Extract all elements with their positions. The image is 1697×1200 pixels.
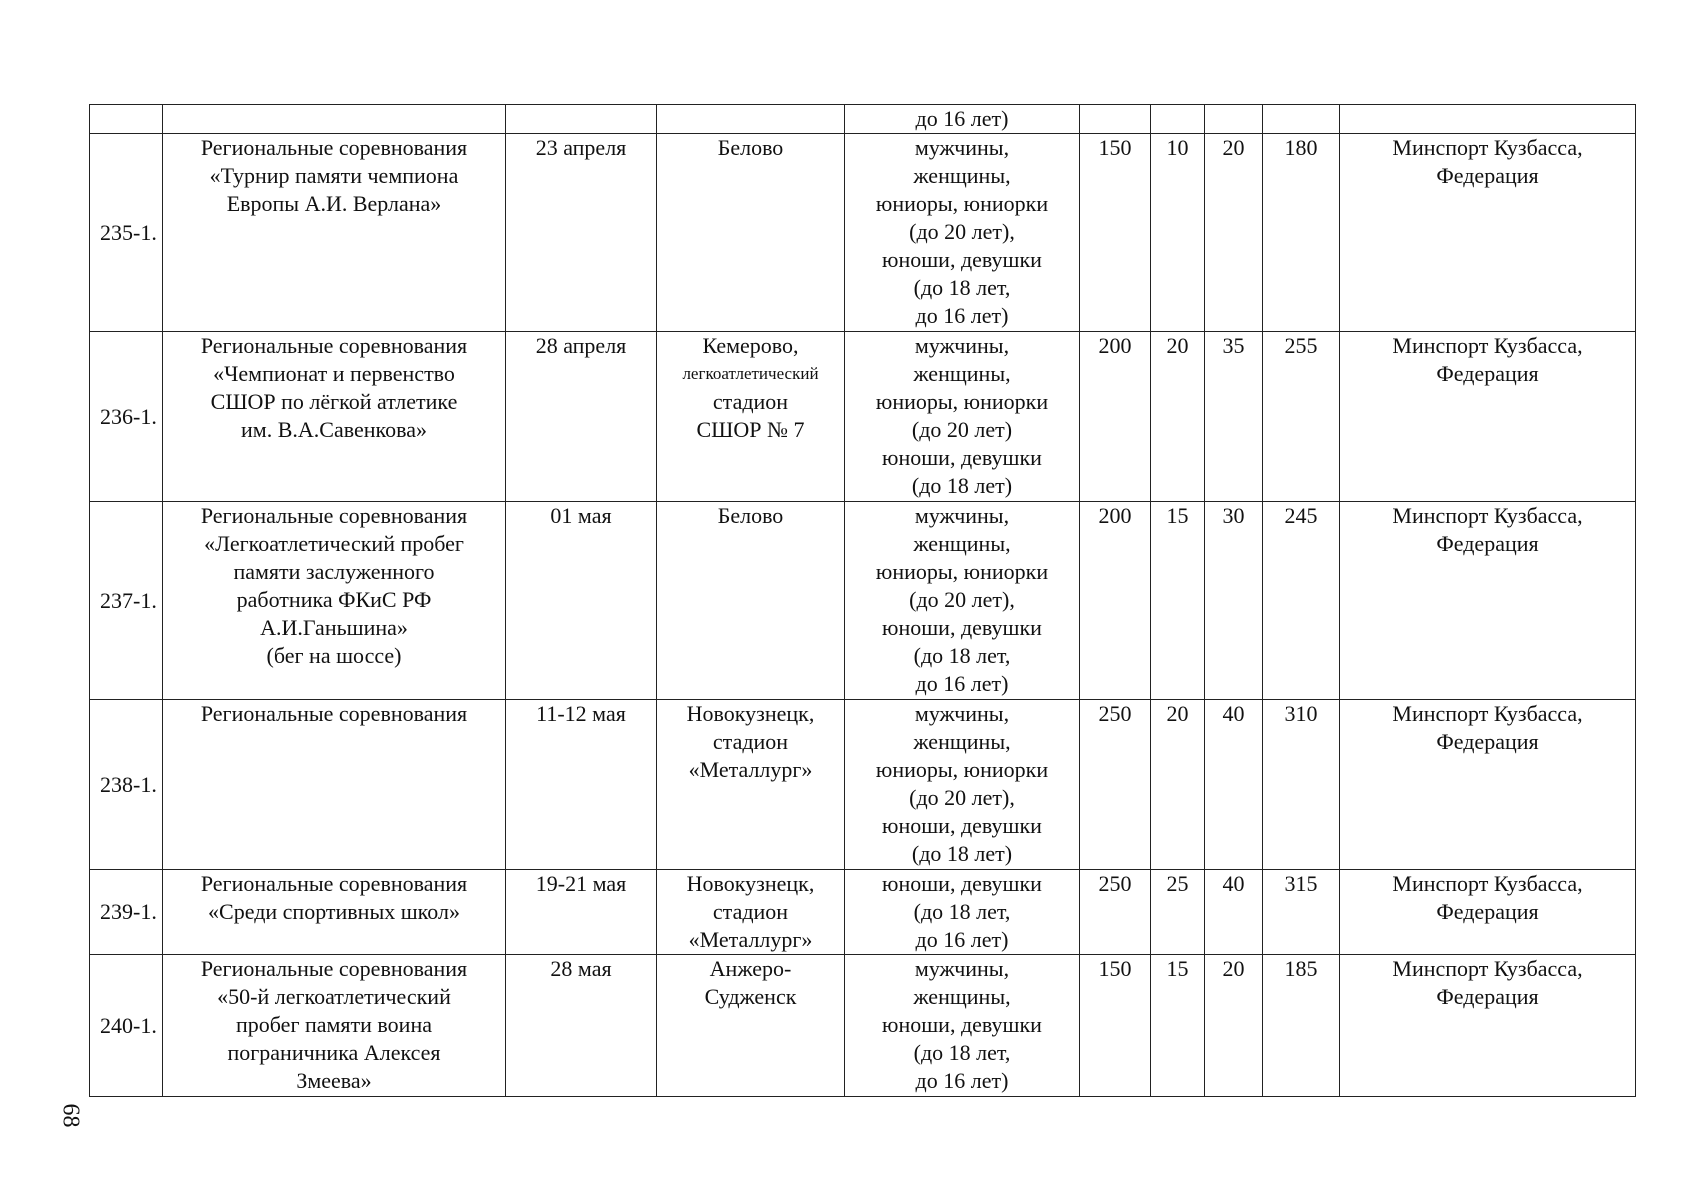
organizer-cell xyxy=(1340,502,1636,700)
event-line: пробег памяти воина xyxy=(236,1012,432,1037)
count-value: 15 xyxy=(1166,956,1189,981)
total-cell xyxy=(1263,134,1340,332)
count-cell-c1 xyxy=(1080,870,1151,955)
participants-line: (до 20 лет), xyxy=(909,219,1015,244)
event-cell xyxy=(163,332,506,502)
count-cell-c1 xyxy=(1080,134,1151,332)
participants-line: юноши, девушки xyxy=(882,871,1042,896)
count-value: 200 xyxy=(1098,503,1132,528)
participants-line: (до 18 лет, xyxy=(913,1040,1011,1065)
organizer-cell xyxy=(1340,870,1636,955)
participants-line: (до 18 лет) xyxy=(911,473,1013,498)
table-row xyxy=(90,332,1636,502)
event-date: 11-12 мая xyxy=(536,701,626,726)
organizer-line: Федерация xyxy=(1436,729,1539,754)
organizer-line: Федерация xyxy=(1436,163,1539,188)
organizer-line: Минспорт Кузбасса, xyxy=(1392,871,1583,896)
place-line: стадион xyxy=(712,729,789,754)
count-value: 40 xyxy=(1222,701,1245,726)
organizer-line: Минспорт Кузбасса, xyxy=(1392,956,1583,981)
event-cell xyxy=(163,105,506,134)
place-cell xyxy=(657,134,845,332)
participants-line: женщины, xyxy=(913,984,1011,1009)
event-line: «Чемпионат и первенство xyxy=(213,361,455,386)
total-cell xyxy=(1263,332,1340,502)
participants-line: (до 18 лет, xyxy=(913,643,1011,668)
table-row xyxy=(90,870,1636,955)
event-line: Региональные соревнования xyxy=(200,956,468,981)
organizer-line: Федерация xyxy=(1436,984,1539,1009)
event-cell xyxy=(163,134,506,332)
row-number: 236-1. xyxy=(100,403,157,429)
participants-cell xyxy=(845,955,1080,1097)
row-number-cell xyxy=(90,870,163,955)
count-cell-c1 xyxy=(1080,955,1151,1097)
place-cell xyxy=(657,105,845,134)
table-row xyxy=(90,502,1636,700)
place-cell xyxy=(657,332,845,502)
place-line: «Металлург» xyxy=(688,927,813,952)
event-line: Региональные соревнования xyxy=(200,503,468,528)
count-cell-c2 xyxy=(1151,870,1205,955)
place-line: Новокузнецк, xyxy=(686,871,815,896)
participants-line: (до 20 лет) xyxy=(911,417,1013,442)
date-cell xyxy=(506,870,657,955)
participants-cell xyxy=(845,700,1080,870)
organizer-line: Минспорт Кузбасса, xyxy=(1392,333,1583,358)
place-line: Белово xyxy=(717,503,784,528)
participants-line: до 16 лет) xyxy=(915,927,1009,952)
event-line: Змеева» xyxy=(296,1068,372,1093)
organizer-cell xyxy=(1340,105,1636,134)
participants-line: юноши, девушки xyxy=(882,615,1042,640)
total-value: 315 xyxy=(1284,871,1318,896)
date-cell xyxy=(506,134,657,332)
count-cell-c3 xyxy=(1205,502,1263,700)
place-line: «Металлург» xyxy=(688,757,813,782)
participants-line: мужчины, xyxy=(914,701,1010,726)
organizer-line: Минспорт Кузбасса, xyxy=(1392,503,1583,528)
total-value: 255 xyxy=(1284,333,1318,358)
count-value: 250 xyxy=(1098,701,1132,726)
place-line: Анжеро- xyxy=(709,956,792,981)
event-line: памяти заслуженного xyxy=(233,559,435,584)
date-cell xyxy=(506,700,657,870)
count-cell-c2 xyxy=(1151,955,1205,1097)
participants-line: юноши, девушки xyxy=(882,445,1042,470)
event-line: СШОР по лёгкой атлетике xyxy=(210,389,458,414)
row-number: 235-1. xyxy=(100,219,157,245)
total-cell xyxy=(1263,700,1340,870)
place-cell xyxy=(657,502,845,700)
date-cell xyxy=(506,332,657,502)
place-line: Новокузнецк, xyxy=(686,701,815,726)
total-cell xyxy=(1263,105,1340,134)
total-value: 185 xyxy=(1284,956,1318,981)
row-number: 238-1. xyxy=(100,771,157,797)
table-row xyxy=(90,955,1636,1097)
participants-line: женщины, xyxy=(913,729,1011,754)
count-cell-c2 xyxy=(1151,700,1205,870)
count-value: 20 xyxy=(1166,701,1189,726)
count-value: 30 xyxy=(1222,503,1245,528)
participants-line: юноши, девушки xyxy=(882,813,1042,838)
organizer-cell xyxy=(1340,955,1636,1097)
participants-line: мужчины, xyxy=(914,503,1010,528)
events-table xyxy=(89,104,1636,1097)
total-value: 310 xyxy=(1284,701,1318,726)
event-line: Региональные соревнования xyxy=(200,135,468,160)
event-date: 01 мая xyxy=(550,503,612,528)
total-cell xyxy=(1263,955,1340,1097)
count-value: 15 xyxy=(1166,503,1189,528)
participants-line: женщины, xyxy=(913,163,1011,188)
event-cell xyxy=(163,502,506,700)
participants-cell xyxy=(845,332,1080,502)
event-line: «Среди спортивных школ» xyxy=(208,899,460,924)
count-value: 20 xyxy=(1222,135,1245,160)
count-cell-c2 xyxy=(1151,105,1205,134)
row-number-cell xyxy=(90,955,163,1097)
count-cell-c2 xyxy=(1151,134,1205,332)
place-cell xyxy=(657,700,845,870)
event-line: работника ФКиС РФ xyxy=(236,587,432,612)
total-cell xyxy=(1263,870,1340,955)
event-line: «Легкоатлетический пробег xyxy=(204,531,464,556)
participants-cell xyxy=(845,502,1080,700)
participants-line: до 16 лет) xyxy=(915,303,1009,328)
participants-line: юниоры, юниорки xyxy=(875,757,1049,782)
event-line: Региональные соревнования xyxy=(200,333,468,358)
count-cell-c3 xyxy=(1205,700,1263,870)
event-line: Европы А.И. Верлана» xyxy=(226,191,442,216)
place-line: Белово xyxy=(717,135,784,160)
count-cell-c1 xyxy=(1080,700,1151,870)
organizer-cell xyxy=(1340,700,1636,870)
count-cell-c3 xyxy=(1205,955,1263,1097)
date-cell xyxy=(506,955,657,1097)
table-row xyxy=(90,105,1636,134)
row-number-cell xyxy=(90,332,163,502)
count-value: 10 xyxy=(1166,135,1189,160)
count-cell-c1 xyxy=(1080,105,1151,134)
event-line: А.И.Ганьшина» xyxy=(260,615,408,640)
participants-line: (до 20 лет), xyxy=(909,785,1015,810)
organizer-line: Федерация xyxy=(1436,361,1539,386)
event-line: им. В.А.Савенкова» xyxy=(241,417,427,442)
event-cell xyxy=(163,870,506,955)
participants-line: юноши, девушки xyxy=(882,1012,1042,1037)
place-cell xyxy=(657,870,845,955)
participants-line: до 16 лет) xyxy=(915,671,1009,696)
participants-line: (до 18 лет, xyxy=(913,899,1011,924)
count-value: 40 xyxy=(1222,871,1245,896)
row-number-cell xyxy=(90,502,163,700)
count-cell-c3 xyxy=(1205,105,1263,134)
event-date: 28 апреля xyxy=(535,333,627,358)
place-line: СШОР № 7 xyxy=(696,417,805,442)
organizer-line: Минспорт Кузбасса, xyxy=(1392,135,1583,160)
participants-line: (до 18 лет) xyxy=(911,841,1013,866)
organizer-line: Федерация xyxy=(1436,531,1539,556)
organizer-cell xyxy=(1340,332,1636,502)
participants-line: до 16 лет) xyxy=(915,1068,1009,1093)
event-cell xyxy=(163,955,506,1097)
count-cell-c3 xyxy=(1205,332,1263,502)
count-value: 20 xyxy=(1222,956,1245,981)
participants-line: (до 18 лет, xyxy=(913,275,1011,300)
count-value: 250 xyxy=(1098,871,1132,896)
organizer-line: Минспорт Кузбасса, xyxy=(1392,701,1583,726)
event-line: (бег на шоссе) xyxy=(266,643,402,668)
total-value: 245 xyxy=(1284,503,1318,528)
participants-line: до 16 лет) xyxy=(915,106,1009,131)
participants-line: мужчины, xyxy=(914,333,1010,358)
participants-line: женщины, xyxy=(913,531,1011,556)
count-value: 200 xyxy=(1098,333,1132,358)
participants-line: юниоры, юниорки xyxy=(875,559,1049,584)
participants-line: женщины, xyxy=(913,361,1011,386)
count-cell-c3 xyxy=(1205,870,1263,955)
count-cell-c1 xyxy=(1080,332,1151,502)
organizer-cell xyxy=(1340,134,1636,332)
place-line: Кемерово, xyxy=(702,333,799,358)
event-line: пограничника Алексея xyxy=(227,1040,441,1065)
table-row xyxy=(90,134,1636,332)
count-value: 150 xyxy=(1098,135,1132,160)
count-value: 35 xyxy=(1222,333,1245,358)
place-line: Судженск xyxy=(704,984,797,1009)
total-cell xyxy=(1263,502,1340,700)
participants-line: мужчины, xyxy=(914,135,1010,160)
row-number: 239-1. xyxy=(100,899,157,924)
event-date: 23 апреля xyxy=(535,135,627,160)
page-number: 68 xyxy=(57,1103,84,1128)
count-cell-c2 xyxy=(1151,332,1205,502)
row-number-cell xyxy=(90,105,163,134)
row-number-cell xyxy=(90,134,163,332)
place-line: легкоатлетический xyxy=(682,364,819,383)
count-cell-c1 xyxy=(1080,502,1151,700)
row-number: 237-1. xyxy=(100,587,157,613)
count-value: 150 xyxy=(1098,956,1132,981)
count-cell-c2 xyxy=(1151,502,1205,700)
event-date: 19-21 мая xyxy=(535,871,627,896)
event-line: Региональные соревнования xyxy=(200,701,468,726)
row-number: 240-1. xyxy=(100,1012,157,1038)
participants-line: юниоры, юниорки xyxy=(875,389,1049,414)
participants-cell xyxy=(845,134,1080,332)
participants-cell xyxy=(845,105,1080,134)
table-row xyxy=(90,700,1636,870)
event-cell xyxy=(163,700,506,870)
event-date: 28 мая xyxy=(550,956,612,981)
participants-cell xyxy=(845,870,1080,955)
row-number-cell xyxy=(90,700,163,870)
date-cell xyxy=(506,502,657,700)
event-line: «Турнир памяти чемпиона xyxy=(209,163,459,188)
participants-line: юноши, девушки xyxy=(882,247,1042,272)
event-line: «50-й легкоатлетический xyxy=(217,984,451,1009)
place-line: стадион xyxy=(712,389,789,414)
participants-line: (до 20 лет), xyxy=(909,587,1015,612)
place-cell xyxy=(657,955,845,1097)
place-line: стадион xyxy=(712,899,789,924)
count-cell-c3 xyxy=(1205,134,1263,332)
organizer-line: Федерация xyxy=(1436,899,1539,924)
participants-line: мужчины, xyxy=(914,956,1010,981)
participants-line: юниоры, юниорки xyxy=(875,191,1049,216)
count-value: 20 xyxy=(1166,333,1189,358)
count-value: 25 xyxy=(1166,871,1189,896)
total-value: 180 xyxy=(1284,135,1318,160)
date-cell xyxy=(506,105,657,134)
event-line: Региональные соревнования xyxy=(200,871,468,896)
